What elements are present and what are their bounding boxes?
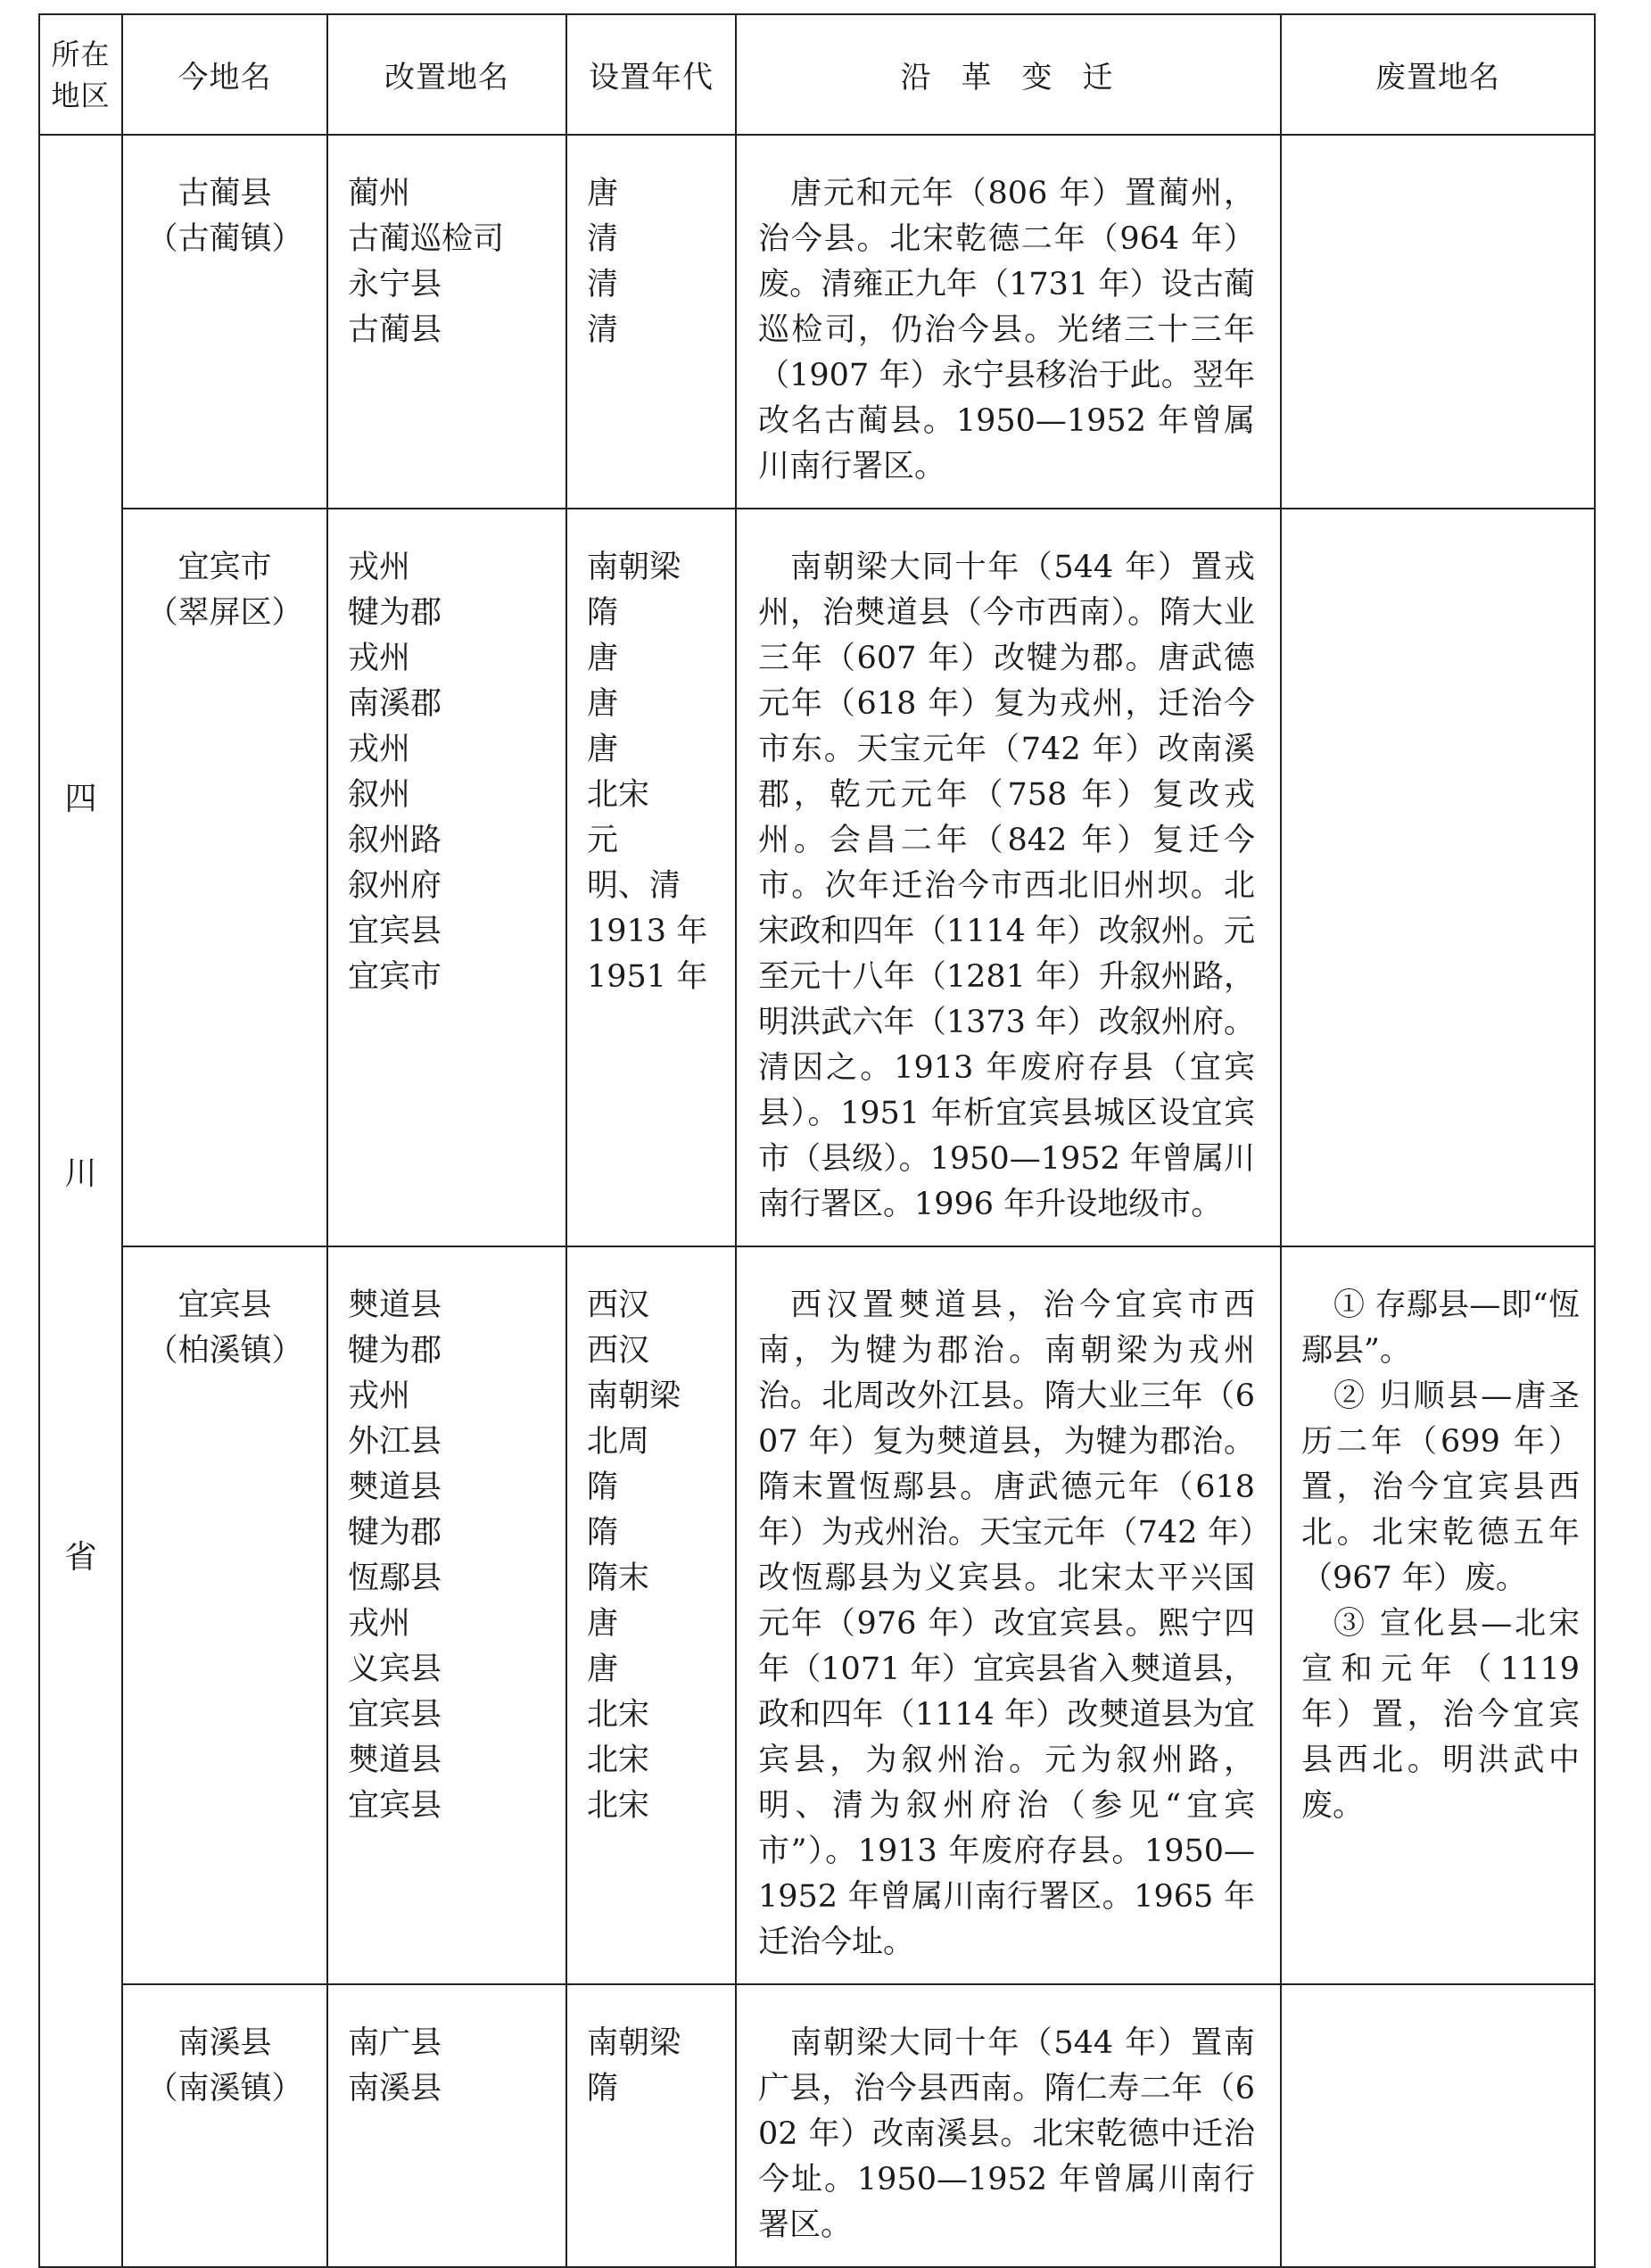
abolished-note: ② 归顺县—唐圣历二年（699 年）置，治今宜宾县西北。北宋乾德五年（967 年）废。	[1301, 1378, 1580, 1596]
era-item: 1913 年	[587, 914, 708, 949]
era-list-cell	[566, 1984, 736, 2267]
current-name-cell	[122, 1984, 327, 2267]
era-item: 南朝梁	[587, 550, 681, 585]
era-item: 西汉	[587, 1287, 650, 1323]
abolished-note: ③ 宣化县—北宋宣和元年（1119 年）置，治今宜宾县西北。明洪武中废。	[1301, 1606, 1580, 1824]
header-row	[39, 14, 1595, 135]
province-char: 省	[64, 1539, 97, 1576]
renamed-item: 犍为郡	[348, 1333, 442, 1369]
era-item: 唐	[587, 1606, 619, 1642]
era-item: 唐	[587, 1651, 619, 1687]
era-item: 清	[587, 267, 619, 302]
era-item: 明、清	[587, 868, 681, 904]
era-item: 隋	[587, 2071, 619, 2107]
table-row	[39, 1246, 1595, 1984]
renamed-item: 蔺州	[348, 176, 411, 211]
province-cell	[39, 135, 122, 2267]
header-region: 所在地区	[39, 14, 122, 135]
renamed-item: 戎州	[348, 550, 411, 585]
abolished-cell	[1281, 1984, 1595, 2267]
abolished-cell	[1281, 135, 1595, 509]
current-name-cell	[122, 1246, 327, 1984]
renamed-list-cell	[327, 509, 566, 1246]
history-cell: 南朝梁大同十年（544 年）置戎州，治僰道县（今市西南）。隋大业三年（607 年）改犍为郡。唐武德元年（618 年）复为戎州，迁治今市东。天宝元年（742 年）改南溪郡，乾元元年（758 年）复改戎州。会昌二年（842 年）复迁今市。次年迁治今市西北旧州坝。北宋政和四年（1114 年）改叙州。元至元十八年（1281 年）升叙州路，明洪武六年（1373 年）改叙州府。清因之。1913 年废府存县（宜宾县）。1951 年析宜宾县城区设宜宾市（县级）。1950—1952 年曾属川南行署区。1996 年升设地级市。	[736, 509, 1281, 1246]
renamed-item: 戎州	[348, 1606, 411, 1642]
county-name: 宜宾县	[177, 1287, 272, 1323]
era-item: 南朝梁	[587, 1378, 681, 1414]
renamed-item: 恆鄢县	[348, 1560, 442, 1596]
era-item: 1951 年	[587, 959, 708, 995]
table-row	[39, 1984, 1595, 2267]
renamed-list-cell	[327, 1984, 566, 2267]
header-renamed: 改置地名	[327, 14, 566, 135]
province-char: 川	[64, 1155, 97, 1192]
era-item: 隋	[587, 1515, 619, 1551]
era-item: 北宋	[587, 1788, 650, 1824]
renamed-item: 犍为郡	[348, 1515, 442, 1551]
era-item: 元	[587, 823, 619, 858]
era-item: 南朝梁	[587, 2025, 681, 2061]
current-name-cell	[122, 135, 327, 509]
era-item: 北周	[587, 1424, 650, 1460]
history-cell: 西汉置僰道县，治今宜宾市西南，为犍为郡治。南朝梁为戎州治。北周改外江县。隋大业三年（607 年）复为僰道县，为犍为郡治。隋末置恆鄢县。唐武德元年（618 年）为戎州治。天宝元年（742 年）改恆鄢县为义宾县。北宋太平兴国元年（976 年）改宜宾县。熙宁四年（1071 年）宜宾县省入僰道县，政和四年（1114 年）改僰道县为宜宾县，为叙州治。元为叙州路，明、清为叙州府治（参见“宜宾市”）。1913 年废府存县。1950—1952 年曾属川南行署区。1965 年迁治今址。	[736, 1246, 1281, 1984]
county-name: 南溪县	[177, 2025, 272, 2061]
renamed-item: 戎州	[348, 732, 411, 767]
renamed-list-cell	[327, 1246, 566, 1984]
era-item: 隋末	[587, 1560, 650, 1596]
era-item: 唐	[587, 732, 619, 767]
renamed-item: 叙州府	[348, 868, 442, 904]
renamed-item: 戎州	[348, 641, 411, 676]
renamed-item: 僰道县	[348, 1742, 442, 1778]
renamed-item: 僰道县	[348, 1287, 442, 1323]
era-list-cell	[566, 1246, 736, 1984]
header-current-name: 今地名	[122, 14, 327, 135]
table-row	[39, 135, 1595, 509]
era-item: 西汉	[587, 1333, 650, 1369]
renamed-item: 宜宾县	[348, 1788, 442, 1824]
era-item: 北宋	[587, 1742, 650, 1778]
era-item: 北宋	[587, 777, 650, 813]
header-year: 设置年代	[566, 14, 736, 135]
renamed-item: 戎州	[348, 1378, 411, 1414]
history-cell: 唐元和元年（806 年）置蔺州，治今县。北宋乾德二年（964 年）废。清雍正九年（1731 年）设古蔺巡检司，仍治今县。光绪三十三年（1907 年）永宁县移治于此。翌年改名古蔺县。1950—1952 年曾属川南行署区。	[736, 135, 1281, 509]
county-name: 宜宾市	[177, 550, 272, 585]
table-row	[39, 509, 1595, 1246]
abolished-cell	[1281, 1246, 1595, 1984]
renamed-item: 犍为郡	[348, 595, 442, 631]
county-name: 古蔺县	[177, 176, 272, 211]
gazetteer-table	[38, 13, 1594, 2268]
era-item: 隋	[587, 595, 619, 631]
era-item: 唐	[587, 176, 619, 211]
history-cell: 南朝梁大同十年（544 年）置南广县，治今县西南。隋仁寿二年（602 年）改南溪县。北宋乾德中迁治今址。1950—1952 年曾属川南行署区。	[736, 1984, 1281, 2267]
renamed-list-cell	[327, 135, 566, 509]
renamed-item: 南溪县	[348, 2071, 442, 2107]
county-seat: （翠屏区）	[146, 595, 303, 631]
renamed-item: 古蔺巡检司	[348, 221, 505, 257]
era-item: 北宋	[587, 1697, 650, 1733]
renamed-item: 僰道县	[348, 1469, 442, 1505]
current-name-cell	[122, 509, 327, 1246]
renamed-item: 宜宾县	[348, 914, 442, 949]
county-seat: （古蔺镇）	[146, 221, 303, 257]
province-char: 四	[64, 781, 97, 817]
header-history: 沿革变迁	[736, 14, 1281, 135]
era-item: 唐	[587, 686, 619, 722]
era-item: 清	[587, 221, 619, 257]
renamed-item: 叙州	[348, 777, 411, 813]
renamed-item: 古蔺县	[348, 312, 442, 348]
renamed-item: 南广县	[348, 2025, 442, 2061]
era-list-cell	[566, 509, 736, 1246]
header-abolished: 废置地名	[1281, 14, 1595, 135]
renamed-item: 叙州路	[348, 823, 442, 858]
renamed-item: 外江县	[348, 1424, 442, 1460]
era-item: 隋	[587, 1469, 619, 1505]
renamed-item: 南溪郡	[348, 686, 442, 722]
abolished-note: ① 存鄢县—即“恆鄢县”。	[1301, 1287, 1580, 1369]
era-list-cell	[566, 135, 736, 509]
county-seat: （南溪镇）	[146, 2071, 303, 2107]
era-item: 唐	[587, 641, 619, 676]
renamed-item: 宜宾县	[348, 1697, 442, 1733]
renamed-item: 永宁县	[348, 267, 442, 302]
renamed-item: 义宾县	[348, 1651, 442, 1687]
era-item: 清	[587, 312, 619, 348]
renamed-item: 宜宾市	[348, 959, 442, 995]
abolished-cell	[1281, 509, 1595, 1246]
county-seat: （柏溪镇）	[146, 1333, 303, 1369]
